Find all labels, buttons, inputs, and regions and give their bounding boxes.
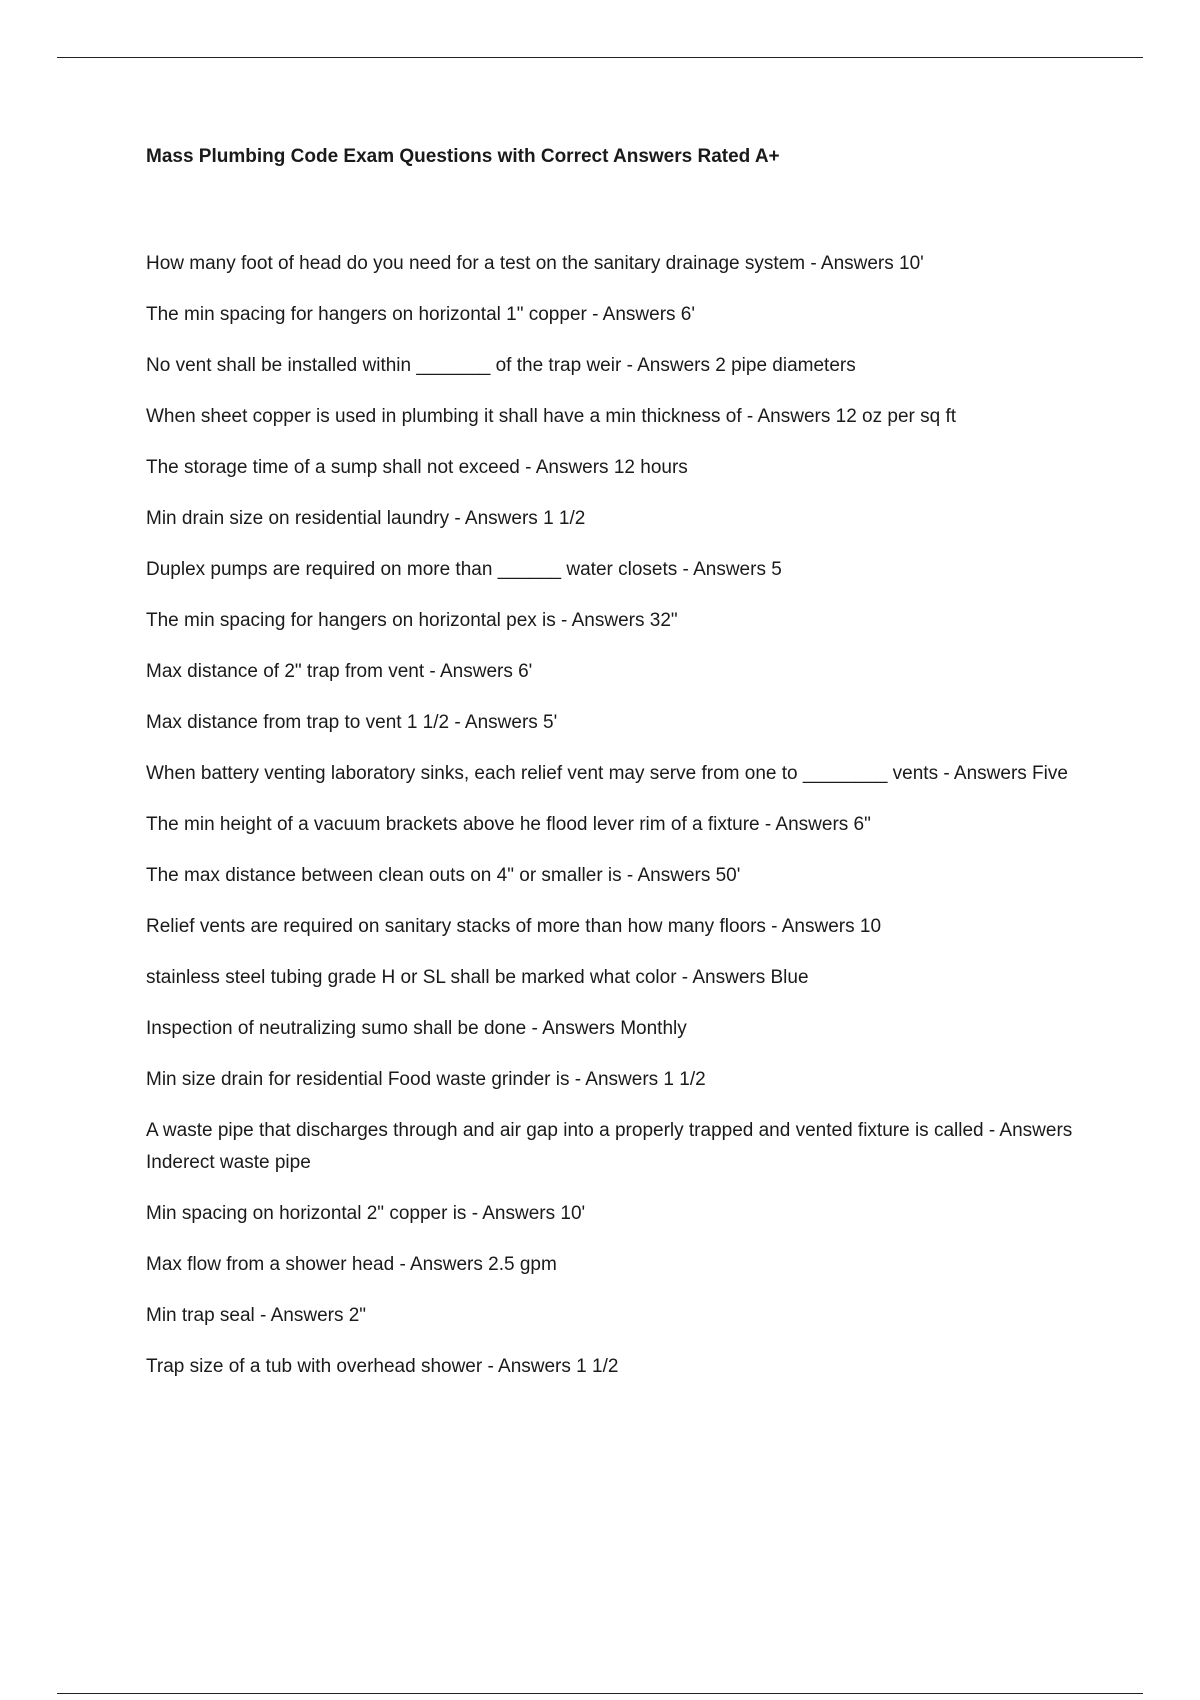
question-answer-item: No vent shall be installed within _______ of the trap weir - Answers 2 pipe diameters: [146, 355, 856, 376]
question-answer-item: How many foot of head do you need for a test on the sanitary drainage system - Answers 10': [146, 253, 924, 274]
question-answer-item: When battery venting laboratory sinks, each relief vent may serve from one to ________ vents - Answers Five: [146, 763, 1068, 784]
question-answer-item: The storage time of a sump shall not exceed - Answers 12 hours: [146, 457, 688, 478]
question-answer-item: When sheet copper is used in plumbing it shall have a min thickness of - Answers 12 oz per sq ft: [146, 406, 957, 427]
question-answer-item: Duplex pumps are required on more than ______ water closets - Answers 5: [146, 559, 782, 580]
question-answer-item: Relief vents are required on sanitary stacks of more than how many floors - Answers 10: [146, 916, 882, 937]
question-answer-item: Min size drain for residential Food waste grinder is - Answers 1 1/2: [146, 1069, 706, 1090]
question-answer-item: Trap size of a tub with overhead shower - Answers 1 1/2: [146, 1356, 619, 1377]
question-answer-item: Inspection of neutralizing sumo shall be done - Answers Monthly: [146, 1018, 687, 1039]
question-answer-item: The min spacing for hangers on horizontal pex is - Answers 32": [146, 610, 678, 631]
question-answer-list: [146, 248, 1076, 1402]
document-title: Mass Plumbing Code Exam Questions with Correct Answers Rated A+: [146, 146, 780, 167]
question-answer-item: The max distance between clean outs on 4" or smaller is - Answers 50': [146, 865, 741, 886]
question-answer-item: Max distance from trap to vent 1 1/2 - Answers 5': [146, 712, 558, 733]
question-answer-item: Min trap seal - Answers 2": [146, 1305, 367, 1326]
question-answer-item: A waste pipe that discharges through and air gap into a properly trapped and vented fixture is called - Answers Inderect waste pipe: [146, 1120, 1073, 1173]
footer-rule: [57, 1693, 1143, 1694]
question-answer-item: stainless steel tubing grade H or SL shall be marked what color - Answers Blue: [146, 967, 809, 988]
header-rule: [57, 57, 1143, 58]
question-answer-item: Max distance of 2" trap from vent - Answers 6': [146, 661, 533, 682]
question-answer-item: The min spacing for hangers on horizontal 1" copper - Answers 6': [146, 304, 695, 325]
question-answer-item: Min spacing on horizontal 2" copper is - Answers 10': [146, 1203, 586, 1224]
question-answer-item: Min drain size on residential laundry - Answers 1 1/2: [146, 508, 586, 529]
question-answer-item: Max flow from a shower head - Answers 2.5 gpm: [146, 1254, 557, 1275]
question-answer-item: The min height of a vacuum brackets above he flood lever rim of a fixture - Answers 6": [146, 814, 871, 835]
